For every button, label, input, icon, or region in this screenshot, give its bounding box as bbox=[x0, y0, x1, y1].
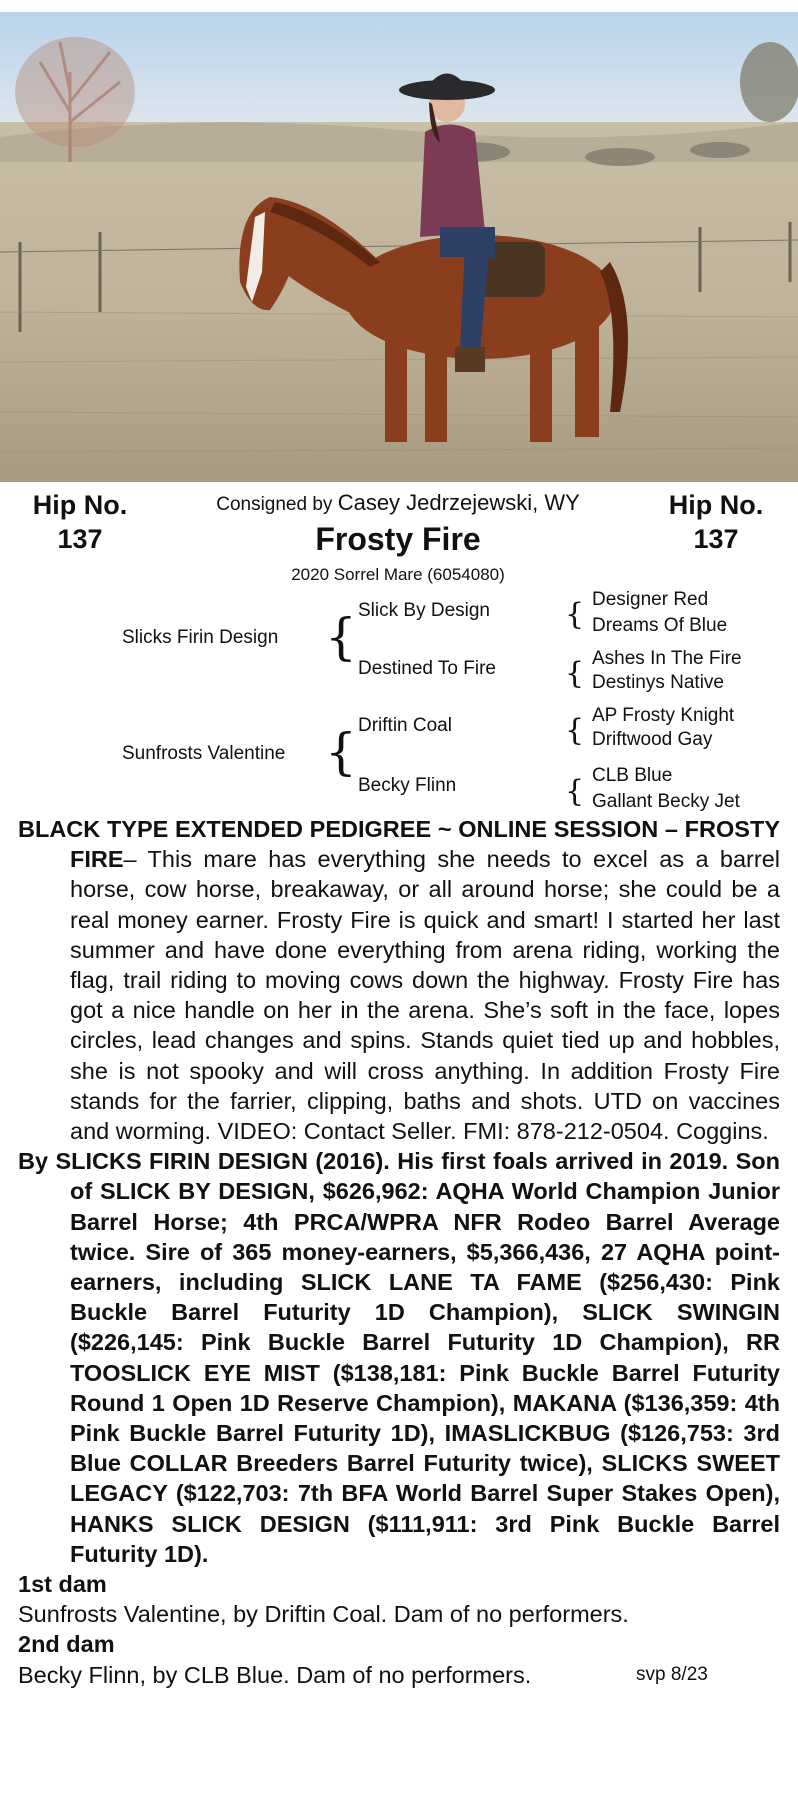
pedigree-sire-sire: Slick By Design bbox=[358, 600, 490, 621]
consignor-name: Casey Jedrzejewski, WY bbox=[337, 490, 580, 515]
horse-description: 2020 Sorrel Mare (6054080) bbox=[291, 565, 505, 584]
intro-heading: BLACK TYPE EXTENDED PEDIGREE ~ ONLINE SESSION – FROSTY FIRE bbox=[18, 816, 780, 873]
hip-label: Hip No. bbox=[32, 490, 128, 520]
pedigree-sire-dam-dam: Destinys Native bbox=[592, 672, 724, 693]
pedigree-dam-sire-dam: Driftwood Gay bbox=[592, 729, 713, 750]
brace-sire-dam: { bbox=[565, 656, 585, 691]
second-dam-line bbox=[18, 1660, 780, 1690]
second-dam-heading: 2nd dam bbox=[18, 1631, 115, 1658]
hip-number-left bbox=[0, 488, 160, 556]
brace-sire: { bbox=[325, 608, 357, 666]
pedigree-sire-dam: Destined To Fire bbox=[358, 658, 496, 679]
pedigree-dam-dam-dam: Gallant Becky Jet bbox=[592, 791, 740, 812]
pedigree-sire-dam-sire: Ashes In The Fire bbox=[592, 648, 742, 669]
pedigree-dam-sire-sire: AP Frosty Knight bbox=[592, 705, 735, 726]
horse-photo bbox=[0, 12, 798, 482]
consignor-line bbox=[160, 488, 636, 520]
hip-label: Hip No. bbox=[668, 490, 764, 520]
catalog-body bbox=[18, 814, 780, 1690]
brace-dam-dam: { bbox=[565, 774, 585, 809]
first-dam-heading: 1st dam bbox=[18, 1571, 107, 1598]
hip-value: 137 bbox=[693, 524, 739, 554]
footer-code: svp 8/23 bbox=[636, 1663, 708, 1685]
intro-paragraph bbox=[18, 814, 780, 1146]
pedigree-sire-sire-sire: Designer Red bbox=[592, 589, 709, 610]
pedigree-dam-sire: Driftin Coal bbox=[358, 715, 452, 736]
brace-sire-sire: { bbox=[565, 597, 585, 632]
sire-paragraph: By SLICKS FIRIN DESIGN (2016). His first foals arrived in 2019. Son of SLICK BY DESIGN, $626,962: AQHA World Champion Junior Barrel Horse; 4th PRCA/WPRA NFR Rodeo Barrel Average twice. Sire of 365 money-earners, $5,366,436, 27 AQHA point-earners, including SLICK LANE TA FAME ($256,430: Pink Buckle Barrel Futurity 1D Champion), SLICK SWINGIN ($226,145: Pink Buckle Barrel Futurity 1D Champion), RR TOOSLICK EYE MIST ($138,181: Pink Buckle Barrel Futurity Round 1 Open 1D Reserve Champion), MAKANA ($136,359: 4th Pink Buckle Barrel Futurity 1D), IMASLICKBUG ($126,753: 3rd Blue COLLAR Breeders Barrel Futurity twice), SLICKS SWEET LEGACY ($122,703: 7th BFA World Barrel Super Stakes Open), HANKS SLICK DESIGN ($111,911: 3rd Pink Buckle Barrel Futurity 1D). bbox=[18, 1148, 780, 1567]
pedigree-dam-dam: Becky Flinn bbox=[358, 775, 457, 796]
hip-number-right bbox=[636, 488, 796, 556]
pedigree-dam: Sunfrosts Valentine bbox=[122, 743, 286, 764]
hip-value: 137 bbox=[57, 524, 103, 554]
consignor-prefix: Consigned by bbox=[216, 494, 333, 515]
intro-body: – This mare has everything she needs to excel as a barrel horse, cow horse, breakaway, or all around horse; she could be a real money earner. Frosty Fire is quick and smart! I started her last summer and have done everything from arena riding, working the flag, trail riding to moving cows down the highway. Frosty Fire has got a nice handle on her in the arena. She’s soft in the face, lopes circles, lead changes and spins. Stands quiet tied up and hobbles, she is not spooky and will cross anything. In addition Frosty Fire stands for the farrier, clipping, baths and shots. UTD on vaccines and worming. VIDEO: Contact Seller. FMI: 878-212-0504. Coggins. bbox=[70, 846, 780, 1145]
horse-name: Frosty Fire bbox=[315, 521, 481, 557]
horse-and-rider-image bbox=[0, 12, 798, 482]
first-dam-text: Sunfrosts Valentine, by Driftin Coal. Dam of no performers. bbox=[18, 1601, 629, 1628]
pedigree-sire: Slicks Firin Design bbox=[122, 627, 279, 648]
brace-dam: { bbox=[325, 723, 357, 781]
pedigree-dam-dam-sire: CLB Blue bbox=[592, 765, 673, 786]
brace-dam-sire: { bbox=[565, 713, 585, 748]
pedigree-sire-sire-dam: Dreams Of Blue bbox=[592, 615, 728, 636]
second-dam-text: Becky Flinn, by CLB Blue. Dam of no performers. bbox=[18, 1661, 532, 1688]
